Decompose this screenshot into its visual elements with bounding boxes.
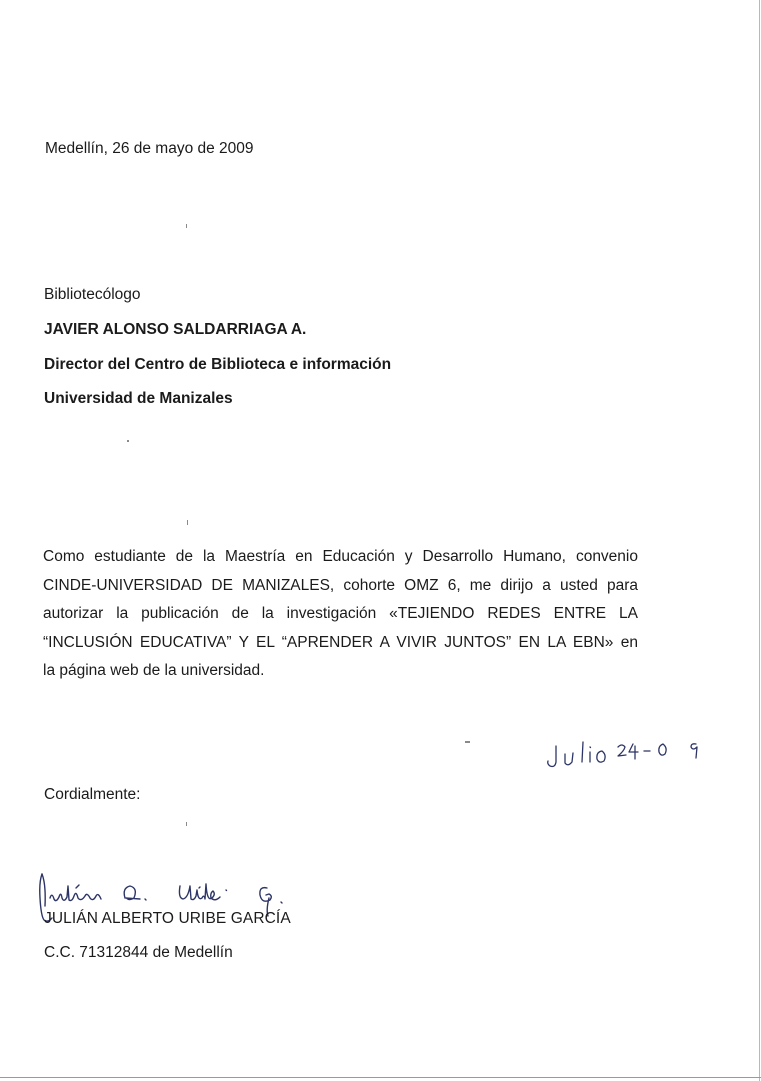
sender-name: JULIÁN ALBERTO URIBE GARCÍA xyxy=(44,910,291,927)
handwritten-date-note xyxy=(540,734,710,774)
scan-edge-right xyxy=(759,0,760,1081)
recipient-salutation: Bibliotecólogo xyxy=(44,286,141,303)
body-line: “INCLUSIÓN EDUCATIVA” Y EL “APRENDER A VIVIR JUNTOS” EN LA EBN» en xyxy=(43,633,638,651)
scan-speck xyxy=(465,741,470,743)
letter-closing: Cordialmente: xyxy=(44,786,141,803)
recipient-title: Director del Centro de Biblioteca e información xyxy=(44,356,392,373)
body-line: CINDE-UNIVERSIDAD DE MANIZALES, cohorte OMZ 6, me dirijo a usted para xyxy=(43,576,638,594)
scan-speck xyxy=(186,822,187,826)
scan-edge-bottom xyxy=(0,1077,761,1078)
letter-date: Medellín, 26 de mayo de 2009 xyxy=(45,140,254,157)
sender-id: C.C. 71312844 de Medellín xyxy=(44,944,233,961)
body-line: Como estudiante de la Maestría en Educación y Desarrollo Humano, convenio xyxy=(43,548,638,565)
scan-speck xyxy=(127,440,129,442)
body-line: la página web de la universidad. xyxy=(43,662,265,679)
recipient-organization: Universidad de Manizales xyxy=(44,390,233,407)
scan-speck xyxy=(186,224,187,228)
recipient-name: JAVIER ALONSO SALDARRIAGA A. xyxy=(44,321,307,338)
letter-body xyxy=(43,549,638,692)
scan-speck xyxy=(187,520,188,525)
body-line: autorizar la publicación de la investigación «TEJIENDO REDES ENTRE LA xyxy=(43,605,638,622)
